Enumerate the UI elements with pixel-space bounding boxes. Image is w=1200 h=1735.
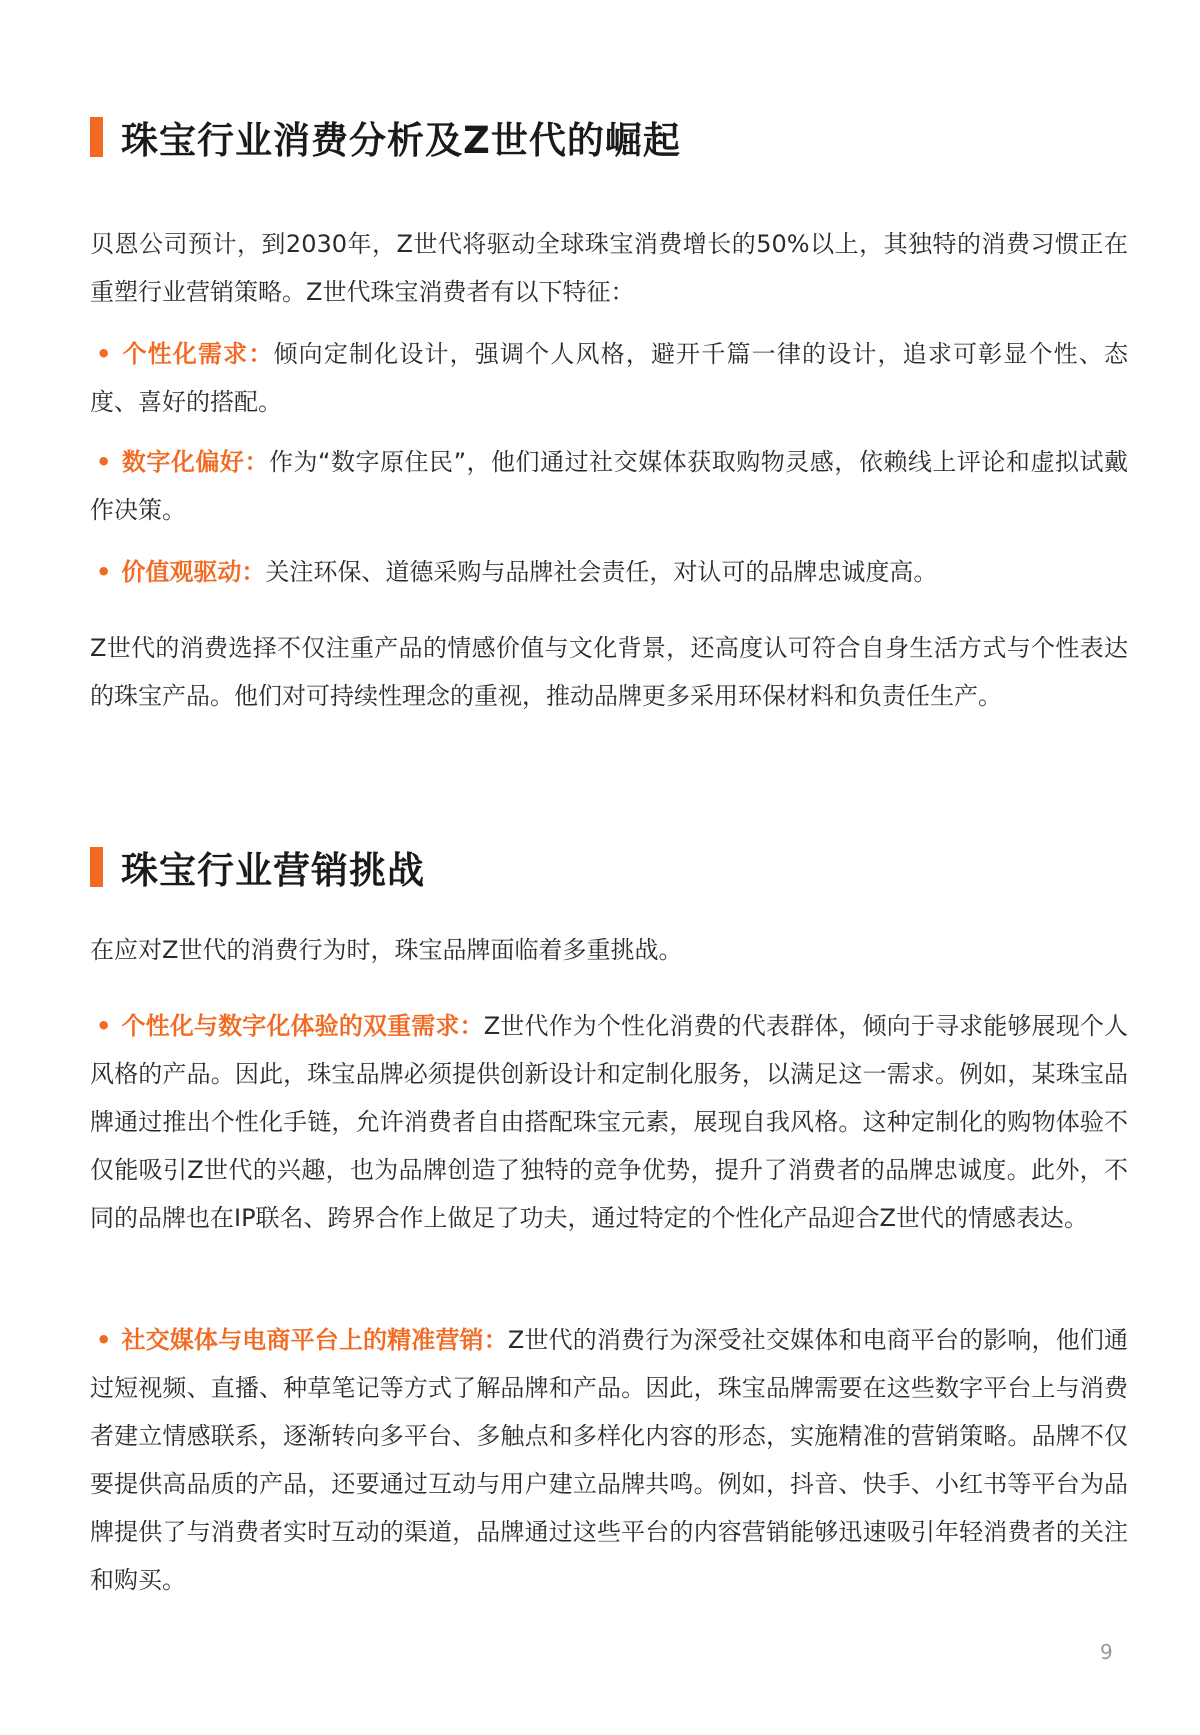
bullet-dot: • xyxy=(96,558,112,586)
intro-paragraph: 在应对Z世代的消费行为时，珠宝品牌面临着多重挑战。 xyxy=(90,936,683,964)
bullet-item xyxy=(90,438,1128,534)
bullet-text: 关注环保、道德采购与品牌社会责任，对认可的品牌忠诚度高。 xyxy=(265,558,938,586)
section-title: 珠宝行业营销挑战 xyxy=(121,849,425,892)
bullet-text: 倾向定制化设计，强调个人风格，避开千篇一律的设计，追求可彰显个性、态度、喜好的搭配。 xyxy=(90,340,1129,416)
section-title: 珠宝行业消费分析及Z世代的崛起 xyxy=(121,119,681,162)
bullet-label: 个性化与数字化体验的双重需求： xyxy=(121,1012,484,1040)
heading-accent-bar xyxy=(90,847,103,887)
bullet-dot: • xyxy=(96,340,112,368)
intro-paragraph: 贝恩公司预计，到2030年，Z世代将驱动全球珠宝消费增长的50%以上，其独特的消费习惯正在重塑行业营销策略。Z世代珠宝消费者有以下特征： xyxy=(90,230,1128,306)
bullet-dot: • xyxy=(96,1012,112,1040)
bullet-label: 数字化偏好： xyxy=(121,448,269,476)
bullet-text: Z世代的消费行为深受社交媒体和电商平台的影响，他们通过短视频、直播、种草笔记等方式了解品牌和产品。因此，珠宝品牌需要在这些数字平台上与消费者建立情感联系，逐渐转向多平台、多触点和多样化内容的形态，实施精准的营销策略。品牌不仅要提供高品质的产品，还要通过互动与用户建立品牌共鸣。例如，抖音、快手、小红书等平台为品牌提供了与消费者实时互动的渠道，品牌通过这些平台的内容营销能够迅速吸引年轻消费者的关注和购买。 xyxy=(90,1326,1128,1594)
bullet-text: 作为“数字原住民”，他们通过社交媒体获取购物灵感，依赖线上评论和虚拟试戴作决策。 xyxy=(90,448,1128,524)
bullet-item xyxy=(90,548,1128,596)
bullet-label: 个性化需求： xyxy=(121,340,274,368)
page-number: 9 xyxy=(1100,1640,1113,1664)
heading-accent-bar xyxy=(90,117,103,157)
bullet-item xyxy=(90,330,1128,426)
conclusion-paragraph: Z世代的消费选择不仅注重产品的情感价值与文化背景，还高度认可符合自身生活方式与个性表达的珠宝产品。他们对可持续性理念的重视，推动品牌更多采用环保材料和负责任生产。 xyxy=(90,634,1128,710)
section-heading-consumption xyxy=(90,110,681,164)
bullet-label: 价值观驱动： xyxy=(121,558,266,586)
bullet-item xyxy=(90,1316,1128,1604)
bullet-dot: • xyxy=(96,1326,112,1354)
bullet-dot: • xyxy=(96,448,112,476)
section-heading-challenges xyxy=(90,840,425,894)
bullet-text: Z世代作为个性化消费的代表群体，倾向于寻求能够展现个人风格的产品。因此，珠宝品牌必须提供创新设计和定制化服务，以满足这一需求。例如，某珠宝品牌通过推出个性化手链，允许消费者自由搭配珠宝元素，展现自我风格。这种定制化的购物体验不仅能吸引Z世代的兴趣，也为品牌创造了独特的竞争优势，提升了消费者的品牌忠诚度。此外，不同的品牌也在IP联名、跨界合作上做足了功夫，通过特定的个性化产品迎合Z世代的情感表达。 xyxy=(90,1012,1128,1232)
bullet-label: 社交媒体与电商平台上的精准营销： xyxy=(121,1326,508,1354)
bullet-item xyxy=(90,1002,1128,1242)
